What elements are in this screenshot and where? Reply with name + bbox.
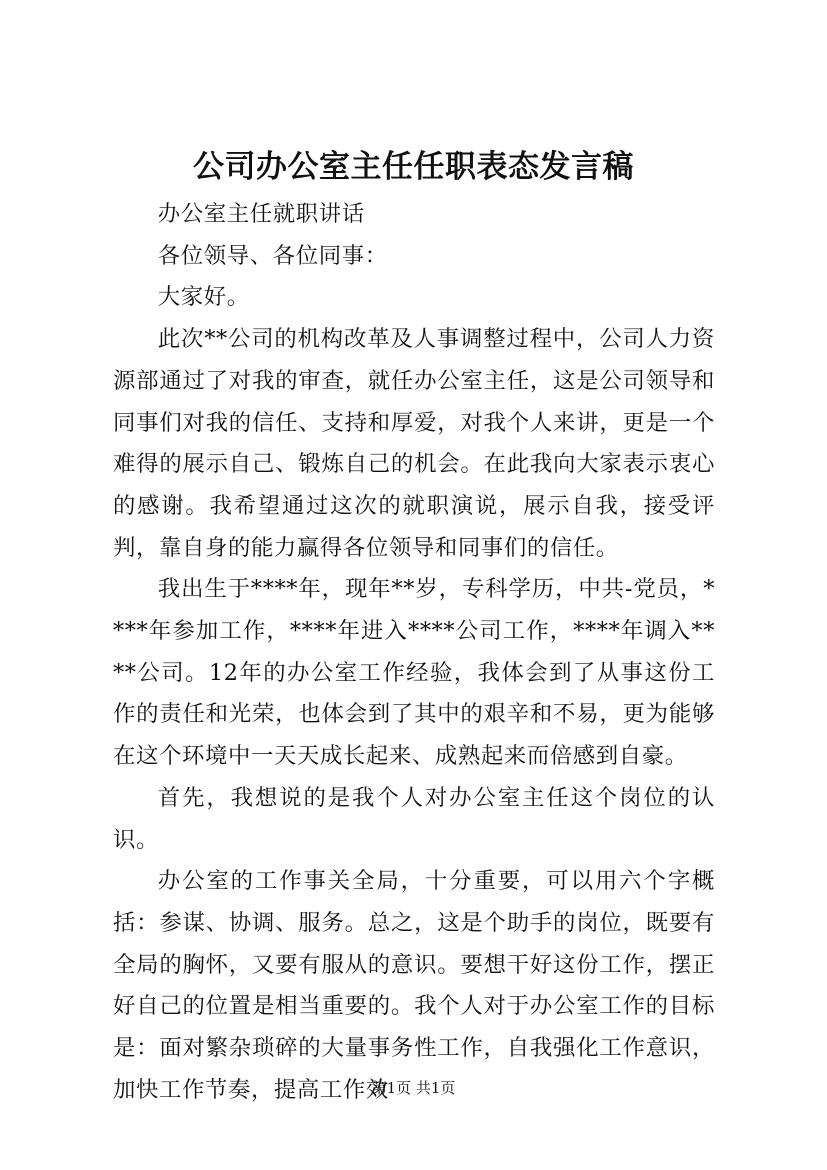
page-number-footer: 第1页 共1页 [371, 1079, 456, 1097]
paragraph-role-description: 办公室的工作事关全局，十分重要，可以用六个字概括：参谋、协调、服务。总之，这是个助手的岗位，既要有全局的胸怀，又要有服从的意识。要想干好这份工作，摆正好自己的位置是相当重要的。我个人对于办公室工作的目标是：面对繁杂琐碎的大量事务性工作，自我强化工作意识，加快工作节奏，提高工作效 [113, 868, 715, 1103]
paragraph-introduction: 此次**公司的机构改革及人事调整过程中，公司人力资源部通过了对我的审查，就任办公室主任，这是公司领导和同事们对我的信任、支持和厚爱，对我个人来讲，更是一个难得的展示自己、锻炼自己的机会。在此我向大家表示衷心的感谢。我希望通过这次的就职演说，展示自我，接受评判，靠自身的能力赢得各位领导和同事们的信任。 [113, 326, 715, 561]
paragraph-greeting: 大家好。 [157, 284, 250, 311]
paragraph-background: 我出生于****年，现年**岁，专科学历，中共-党员，****年参加工作，****年进入****公司工作，****年调入****公司。12年的办公室工作经验，我体会到了从事这份工作的责任和光荣，也体会到了其中的艰辛和不易，更为能够在这个环境中一天天成长起来、成熟起来而倍感到自豪。 [113, 576, 715, 770]
paragraph-role-intro: 首先，我想说的是我个人对办公室主任这个岗位的认识。 [113, 784, 715, 853]
document-body [113, 194, 715, 1111]
paragraph-salutation: 各位领导、各位同事： [157, 242, 388, 269]
paragraph-speech-heading: 办公室主任就职讲话 [157, 201, 365, 227]
document-title: 公司办公室主任任职表态发言稿 [193, 149, 634, 185]
